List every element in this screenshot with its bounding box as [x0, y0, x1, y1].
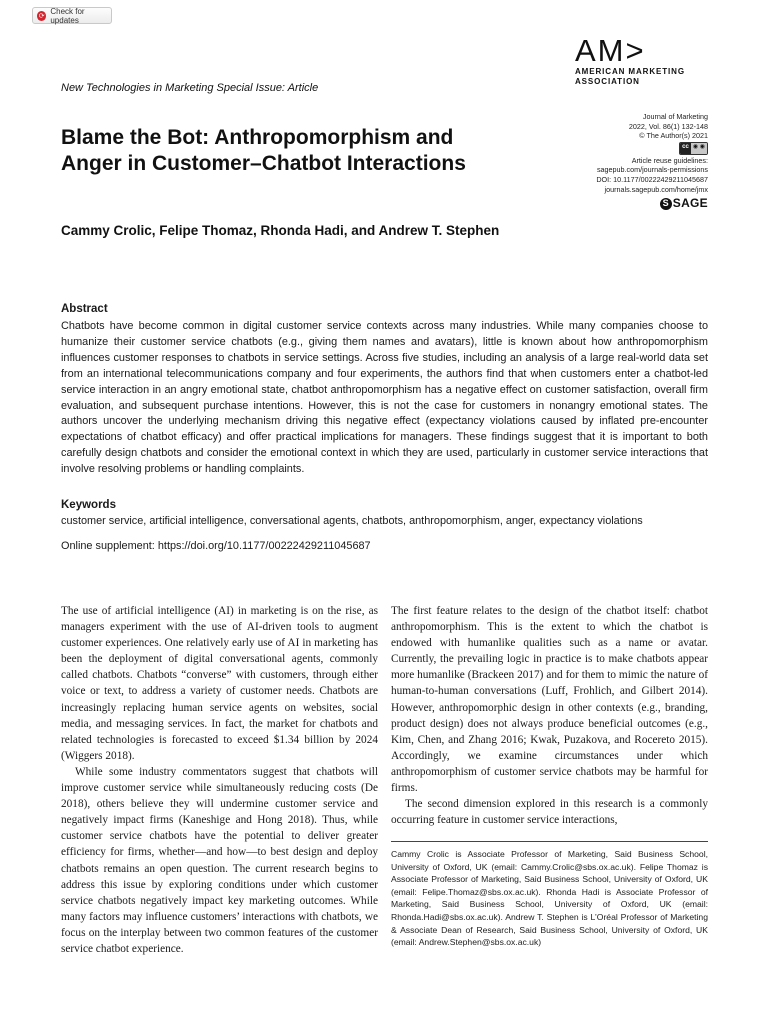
article-type: New Technologies in Marketing Special Issue: Article [61, 82, 319, 94]
check-for-updates-button[interactable] [32, 7, 112, 24]
journal-meta [538, 112, 708, 210]
check-for-updates-label: Check for updates [50, 6, 85, 25]
body-column-right [391, 603, 708, 828]
article-title [61, 125, 541, 177]
sage-s-icon: S [660, 198, 672, 210]
ama-logo [575, 35, 709, 87]
ama-logo-name-line1: AMERICAN MARKETING [575, 67, 685, 76]
body-paragraph: The second dimension explored in this research is a commonly occurring feature in customer service interactions, [391, 798, 708, 827]
body-paragraph: The use of artificial intelligence (AI) in marketing is on the rise, as managers experiment with the use of AI-driven tools to augment customer experiences. One relatively early use of AI in marketing has been the deployment of digital conversational agents, commonly called chatbots. Chatbots “converse” with customers, through either voice or text, to address a variety of customer needs. Chatbots are increasingly replacing human service agents on websites, social media, and messaging services. In fact, the market for chatbots and related technologies is forecasted to exceed $1.34 billion by 2024 (Wiggers 2018). [61, 605, 378, 762]
abstract-text: Chatbots have become common in digital customer service contexts across many industries. While many companies choose to humanize their customer service chatbots (e.g., giving them names and avatars), little is known about how anthropomorphism influences customer responses to chatbots in service settings. Across five studies, including an analysis of a large real-world data set from an international telecommunications company and four experiments, the authors find that when customers enter a chatbot-led service interaction in an angry emotional state, chatbot anthropomorphism has a negative effect on customer satisfaction, overall firm evaluation, and subsequent purchase intentions. However, this is not the case for customers in nonangry emotional states. The authors uncover the underlying mechanism driving this negative effect (expectancy violations caused by inflated pre-encounter expectations of chatbot efficacy) and offer practical implications for managers. These findings suggest that it is important to both carefully design chatbots and consider the emotional context in which they are used, particularly in customer service interactions that involve resolving problems or handling complaints. [61, 320, 708, 476]
authors: Cammy Crolic, Felipe Thomaz, Rhonda Hadi, and Andrew T. Stephen [61, 223, 500, 238]
body-paragraph: While some industry commentators suggest that chatbots will improve customer service while simultaneously reducing costs (De 2018), others believe they will undermine customer service and negatively impact firms (Kaneshige and Hong 2018). Thus, while customer service chatbots have the potential to deliver greater efficiency for firms, whether—and how—to best design and deploy chatbots remains an open question. The current research begins to address this issue by exploring conditions under which customer service chatbots negatively impact key marketing outcomes. While many factors may influence customers’ interactions with chatbots, we focus on the interplay between two common features of the customer service chatbot experience. [61, 765, 378, 955]
reuse-guidelines: Article reuse guidelines: [631, 155, 708, 165]
body-paragraph: The first feature relates to the design of the chatbot itself: chatbot anthropomorphism. This is the extent to which the chatbot is endowed with humanlike qualities such as a name or avatar. Currently, the prevailing logic in practice is to make chatbots appear more humanlike (Brackeen 2017) and for them to mimic the nature of human-to-human conversations (Luff, Frohlich, and Gilbert 2014). However, anthropomorphic design in other contexts (e.g., branding, product design) does not always produce beneficial outcomes (e.g., Kim, Chen, and Zhang 2016; Kwak, Puzakova, and Rocereto 2015). Accordingly, we examine circumstances under which anthropomorphism of customer service chatbots may be harmful for firms. [391, 605, 708, 795]
creative-commons-icon: cc ◉ ◉ [679, 142, 708, 155]
doi[interactable]: DOI: 10.1177/00222429211045687 [596, 174, 708, 184]
update-icon: ⟳ [38, 12, 45, 20]
keywords-heading: Keywords [61, 499, 116, 511]
copyright: © The Author(s) 2021 [639, 131, 708, 141]
journal-volume: 2022, Vol. 86(1) 132-148 [628, 121, 708, 131]
article-title-line1: Blame the Bot: Anthropomorphism and [61, 126, 454, 149]
author-affiliations: Cammy Crolic is Associate Professor of Marketing, Said Business School, University of Oxford, UK (email: Cammy.Crolic@sbs.ox.ac.uk). Felipe Thomaz is Associate Professor of Marketing, Said Business School, University of Oxford, UK (email: Felipe.Thomaz@sbs.ox.ac.uk). Rhonda Hadi is Associate Professor of Marketing, Said Business School, University of Oxford, UK (email: Rhonda.Hadi@sbs.ox.ac.uk). Andrew T. Stephen is L’Oréal Professor of Marketing & Associate Dean of Research, Said Business School, University of Oxford, UK (email: Andrew.Stephen@sbs.ox.ac.uk) [391, 849, 708, 948]
keywords-text: customer service, artificial intelligence, conversational agents, chatbots, anthropomorphism, anger, expectancy violations [61, 515, 643, 527]
footnote-divider [391, 841, 708, 842]
abstract-heading: Abstract [61, 303, 108, 315]
permissions-link[interactable]: sagepub.com/journals-permissions [596, 165, 708, 175]
ama-logo-glyph: AM> [575, 33, 646, 68]
online-supplement-link[interactable]: Online supplement: https://doi.org/10.1177/00222429211045687 [61, 540, 371, 552]
journal-name: Journal of Marketing [642, 112, 708, 121]
ama-logo-name-line2: ASSOCIATION [575, 77, 640, 86]
body-column-left [61, 603, 378, 957]
article-title-line2: Anger in Customer–Chatbot Interactions [61, 152, 466, 175]
sage-logo-text: SAGE [672, 196, 708, 211]
sage-logo [660, 198, 708, 210]
journal-homepage-link[interactable]: journals.sagepub.com/home/jmx [604, 184, 708, 194]
